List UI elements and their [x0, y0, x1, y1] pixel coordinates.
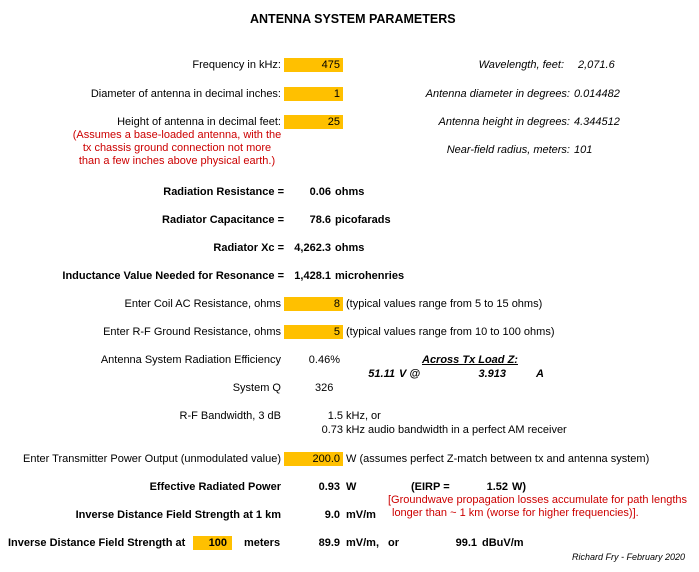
- diameter-degrees-value: 0.014482: [574, 88, 620, 100]
- eirp-unit: W): [512, 481, 527, 493]
- height-note-line-1: (Assumes a base-loaded antenna, with the: [72, 129, 282, 141]
- inductance-unit: microhenries: [335, 270, 405, 282]
- field-distance-or: or: [388, 537, 399, 549]
- audio-bandwidth-unit: kHz audio bandwidth in a perfect AM receiver: [346, 424, 567, 436]
- height-label: Height of antenna in decimal feet:: [117, 116, 281, 128]
- field-1km-label: Inverse Distance Field Strength at 1 km: [75, 509, 281, 521]
- field-distance-dbu-unit: dBuV/m: [482, 537, 524, 549]
- height-note-line-2: tx chassis ground connection not more: [82, 142, 272, 154]
- ground-resistance-note: (typical values range from 10 to 100 ohms): [346, 326, 555, 338]
- radiation-resistance-value: 0.06: [309, 186, 331, 198]
- bandwidth-value: 1.5: [327, 410, 343, 422]
- audio-bandwidth-value: 0.73: [321, 424, 343, 436]
- distance-unit: meters: [244, 537, 281, 549]
- coil-resistance-input[interactable]: 8: [284, 297, 343, 311]
- load-current-unit: A: [536, 368, 544, 380]
- tx-power-label: Enter Transmitter Power Output (unmodulated value): [22, 453, 281, 465]
- near-field-label: Near-field radius, meters:: [446, 144, 570, 156]
- distance-input[interactable]: 100: [193, 536, 232, 550]
- inductance-label: Inductance Value Needed for Resonance =: [62, 270, 284, 282]
- field-distance-dbu-value: 99.1: [455, 537, 477, 549]
- height-note-line-3: than a few inches above physical earth.): [78, 155, 276, 167]
- efficiency-value: 0.46%: [308, 354, 340, 366]
- field-distance-label: Inverse Distance Field Strength at: [8, 537, 186, 549]
- frequency-input[interactable]: 475: [284, 58, 343, 72]
- load-current: 3.913: [478, 368, 506, 380]
- field-1km-value: 9.0: [324, 509, 340, 521]
- coil-resistance-note: (typical values range from 5 to 15 ohms): [346, 298, 543, 310]
- inductance-value: 1,428.1: [294, 270, 331, 282]
- erp-value: 0.93: [318, 481, 340, 493]
- credit: Richard Fry - February 2020: [572, 552, 686, 562]
- coil-resistance-label: Enter Coil AC Resistance, ohms: [124, 298, 281, 310]
- bandwidth-label: R-F Bandwidth, 3 dB: [179, 410, 281, 422]
- height-input[interactable]: 25: [284, 115, 343, 129]
- system-q-value: 326: [315, 382, 334, 394]
- tx-power-input[interactable]: 200.0: [284, 452, 343, 466]
- radiator-xc-unit: ohms: [335, 242, 365, 254]
- radiator-xc-label: Radiator Xc =: [213, 242, 284, 254]
- wavelength-value: 2,071.6: [578, 59, 615, 71]
- groundwave-note-line-2: longer than ~ 1 km (worse for higher frequencies)].: [392, 507, 639, 519]
- bandwidth-unit: kHz, or: [346, 410, 381, 422]
- diameter-input[interactable]: 1: [284, 87, 343, 101]
- erp-unit: W: [346, 481, 357, 493]
- radiator-capacitance-value: 78.6: [309, 214, 331, 226]
- eirp-value: 1.52: [486, 481, 508, 493]
- groundwave-note-line-1: [Groundwave propagation losses accumulate for path lengths: [388, 494, 688, 506]
- eirp-label: (EIRP =: [411, 481, 450, 493]
- ground-resistance-input[interactable]: 5: [284, 325, 343, 339]
- tx-power-note: W (assumes perfect Z-match between tx and antenna system): [346, 453, 650, 465]
- load-title: Across Tx Load Z:: [422, 354, 518, 366]
- radiator-capacitance-label: Radiator Capacitance =: [162, 214, 284, 226]
- wavelength-label: Wavelength, feet:: [478, 59, 564, 71]
- page-title: ANTENNA SYSTEM PARAMETERS: [250, 12, 456, 26]
- near-field-value: 101: [574, 144, 593, 156]
- ground-resistance-label: Enter R-F Ground Resistance, ohms: [103, 326, 281, 338]
- efficiency-label: Antenna System Radiation Efficiency: [100, 354, 281, 366]
- radiator-capacitance-unit: picofarads: [335, 214, 391, 226]
- field-1km-unit: mV/m: [346, 509, 376, 521]
- system-q-label: System Q: [232, 382, 281, 394]
- load-voltage-unit: V @: [399, 368, 421, 380]
- height-degrees-value: 4.344512: [574, 116, 620, 128]
- field-distance-value: 89.9: [318, 537, 340, 549]
- frequency-label: Frequency in kHz:: [192, 59, 281, 71]
- diameter-label: Diameter of antenna in decimal inches:: [90, 88, 281, 100]
- radiator-xc-value: 4,262.3: [294, 242, 331, 254]
- diameter-degrees-label: Antenna diameter in degrees:: [425, 88, 570, 100]
- height-degrees-label: Antenna height in degrees:: [438, 116, 570, 128]
- erp-label: Effective Radiated Power: [149, 481, 281, 493]
- load-voltage: 51.11: [368, 368, 395, 380]
- radiation-resistance-unit: ohms: [335, 186, 365, 198]
- radiation-resistance-label: Radiation Resistance =: [163, 186, 284, 198]
- field-distance-unit: mV/m,: [346, 537, 380, 549]
